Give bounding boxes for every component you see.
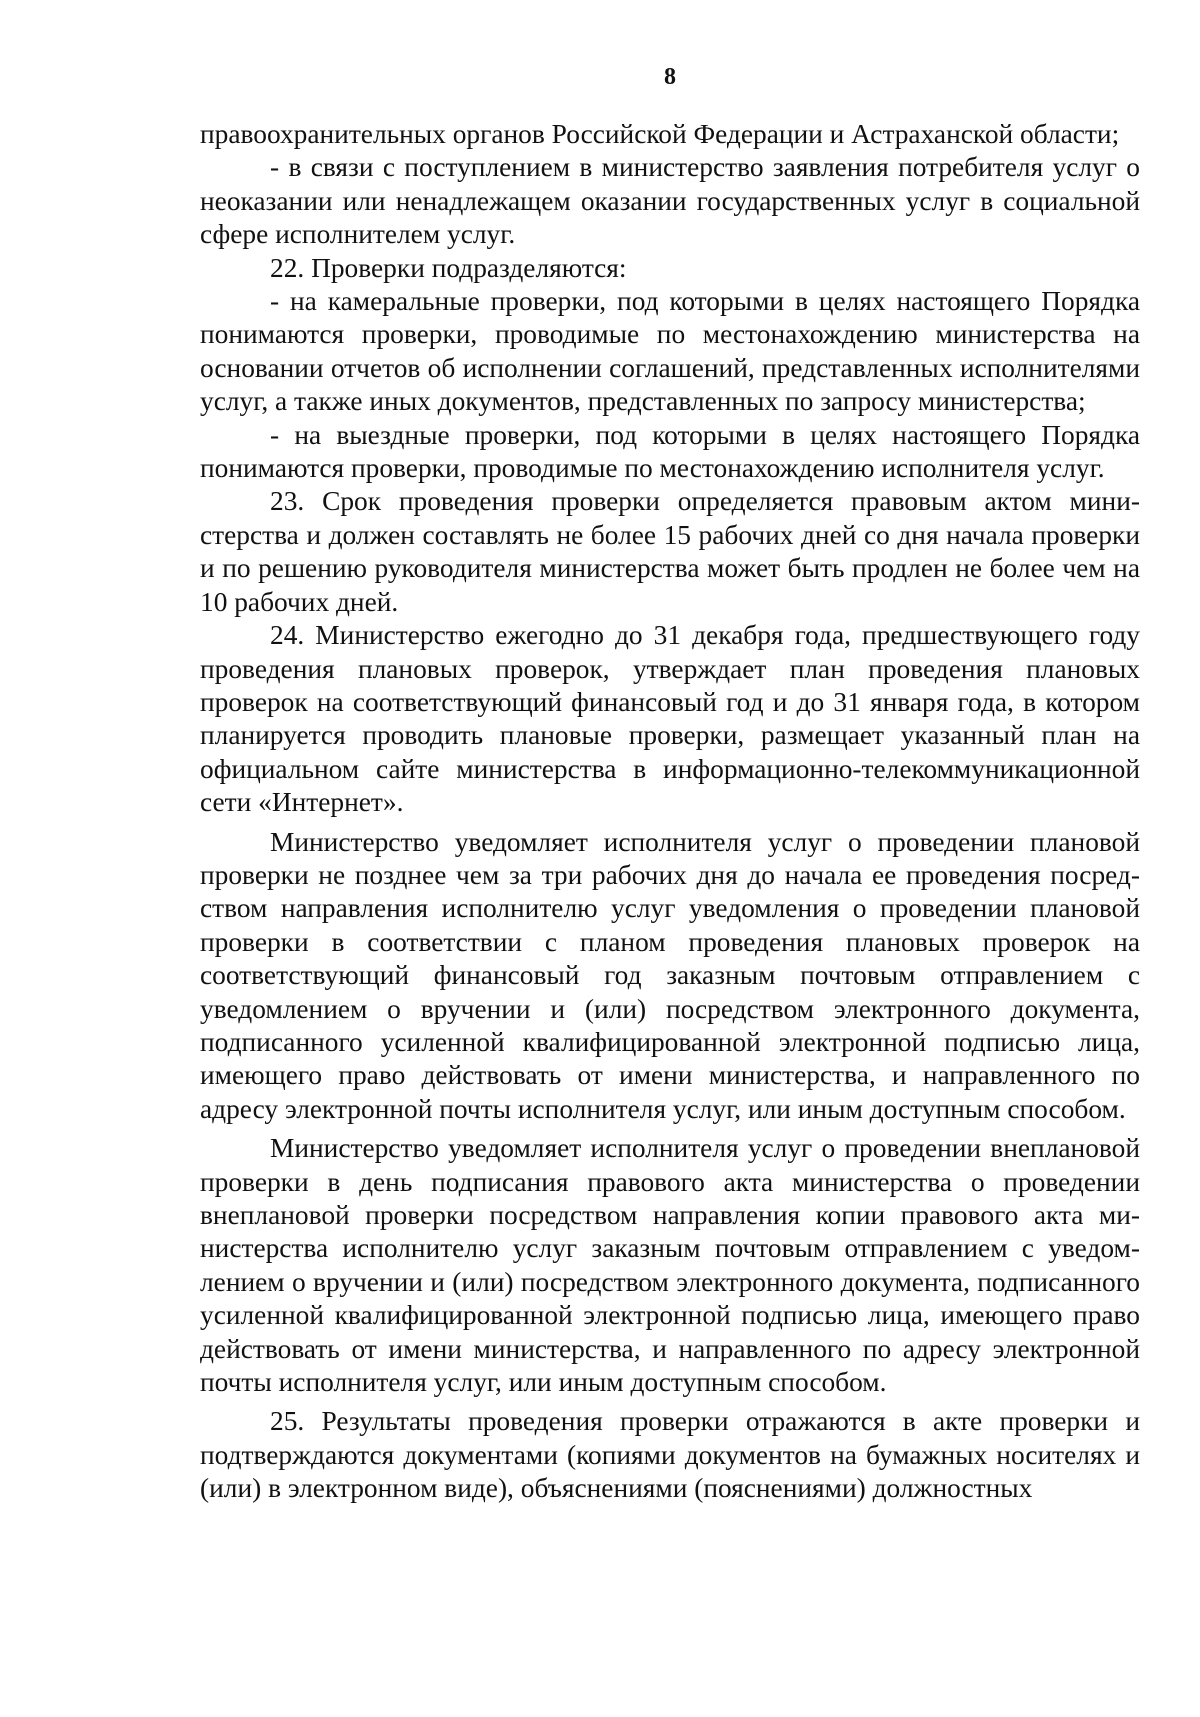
paragraph-24-annual-plan: 24. Министерство ежегодно до 31 декабря года, предшествующего году проведения плановых проверок, утверждает план проведения плановых проверок на соответствующий финансовый год и до 31 января года, в котором планируется проводить плановые проверки, размещает указанный план на официальном сайте министерства в информационно-телекоммуникационной сети «Интернет». bbox=[200, 620, 1140, 818]
paragraph-planned-notice: Министерство уведомляет исполнителя услуг о проведении плановой проверки не позднее чем за три рабочих дня до начала ее проведения посредством направления исполнителю услуг уведомления о проведении плановой проверки в соответствии с планом проведения плановых проверок на соответствующий финансовый год заказным почтовым отправлением с уведомлением о вручении и (или) посредством электронного документа, подписанного усиленной квалифицированной электронной подписью лица, имеющего право действовать от имени министерства, и направленного по адресу электронной почты исполнителя услуг, или иным доступным способом. bbox=[200, 826, 1140, 1124]
page-number: 8 bbox=[664, 64, 676, 90]
paragraph-25-results: 25. Результаты проведения проверки отражаются в акте проверки и подтверждаются документами (копиями документов на бумажных носителях и (или) в электронном виде), объяснениями (пояснениями) должностных bbox=[200, 1406, 1140, 1504]
paragraph-continuation: правоохранительных органов Российской Федерации и Астраханской области; bbox=[200, 119, 1120, 149]
paragraph-22-heading: 22. Проверки подразделяются: bbox=[270, 252, 627, 283]
paragraph-desk-inspections: - на камеральные проверки, под которыми в целях настоящего Порядка понимаются проверки, проводимые по местонахождению министерства на основании отчетов об исполнении соглашений, представленных исполнителями услуг, а также иных документов, представленных по запросу министерства; bbox=[200, 286, 1140, 417]
document-body bbox=[200, 118, 1140, 1506]
paragraph-field-inspections: - на выездные проверки, под которыми в целях настоящего Порядка понимаются проверки, проводимые по местонахождению исполнителя услуг. bbox=[200, 419, 1140, 484]
paragraph-23-duration: 23. Срок проведения проверки определяется правовым актом министерства и должен составлять не более 15 рабочих дней со дня начала проверки и по решению руководителя министерства может быть продлен не более чем на 10 рабочих дней. bbox=[200, 486, 1140, 617]
paragraph-complaint-basis: - в связи с поступлением в министерство заявления потребителя услуг о неоказании или ненадлежащем оказании государственных услуг в социальной сфере исполнителем услуг. bbox=[200, 152, 1140, 250]
paragraph-unplanned-notice: Министерство уведомляет исполнителя услуг о проведении внеплановой проверки в день подписания правового акта министерства о проведении внеплановой проверки посредством направления копии правового акта министерства исполнителю услуг заказным почтовым отправлением с уведомлением о вручении и (или) посредством электронного документа, подписанного усиленной квалифицированной электронной подписью лица, имеющего право действовать от имени министерства, и направленного по адресу электронной почты исполнителя услуг, или иным доступным способом. bbox=[200, 1133, 1140, 1398]
